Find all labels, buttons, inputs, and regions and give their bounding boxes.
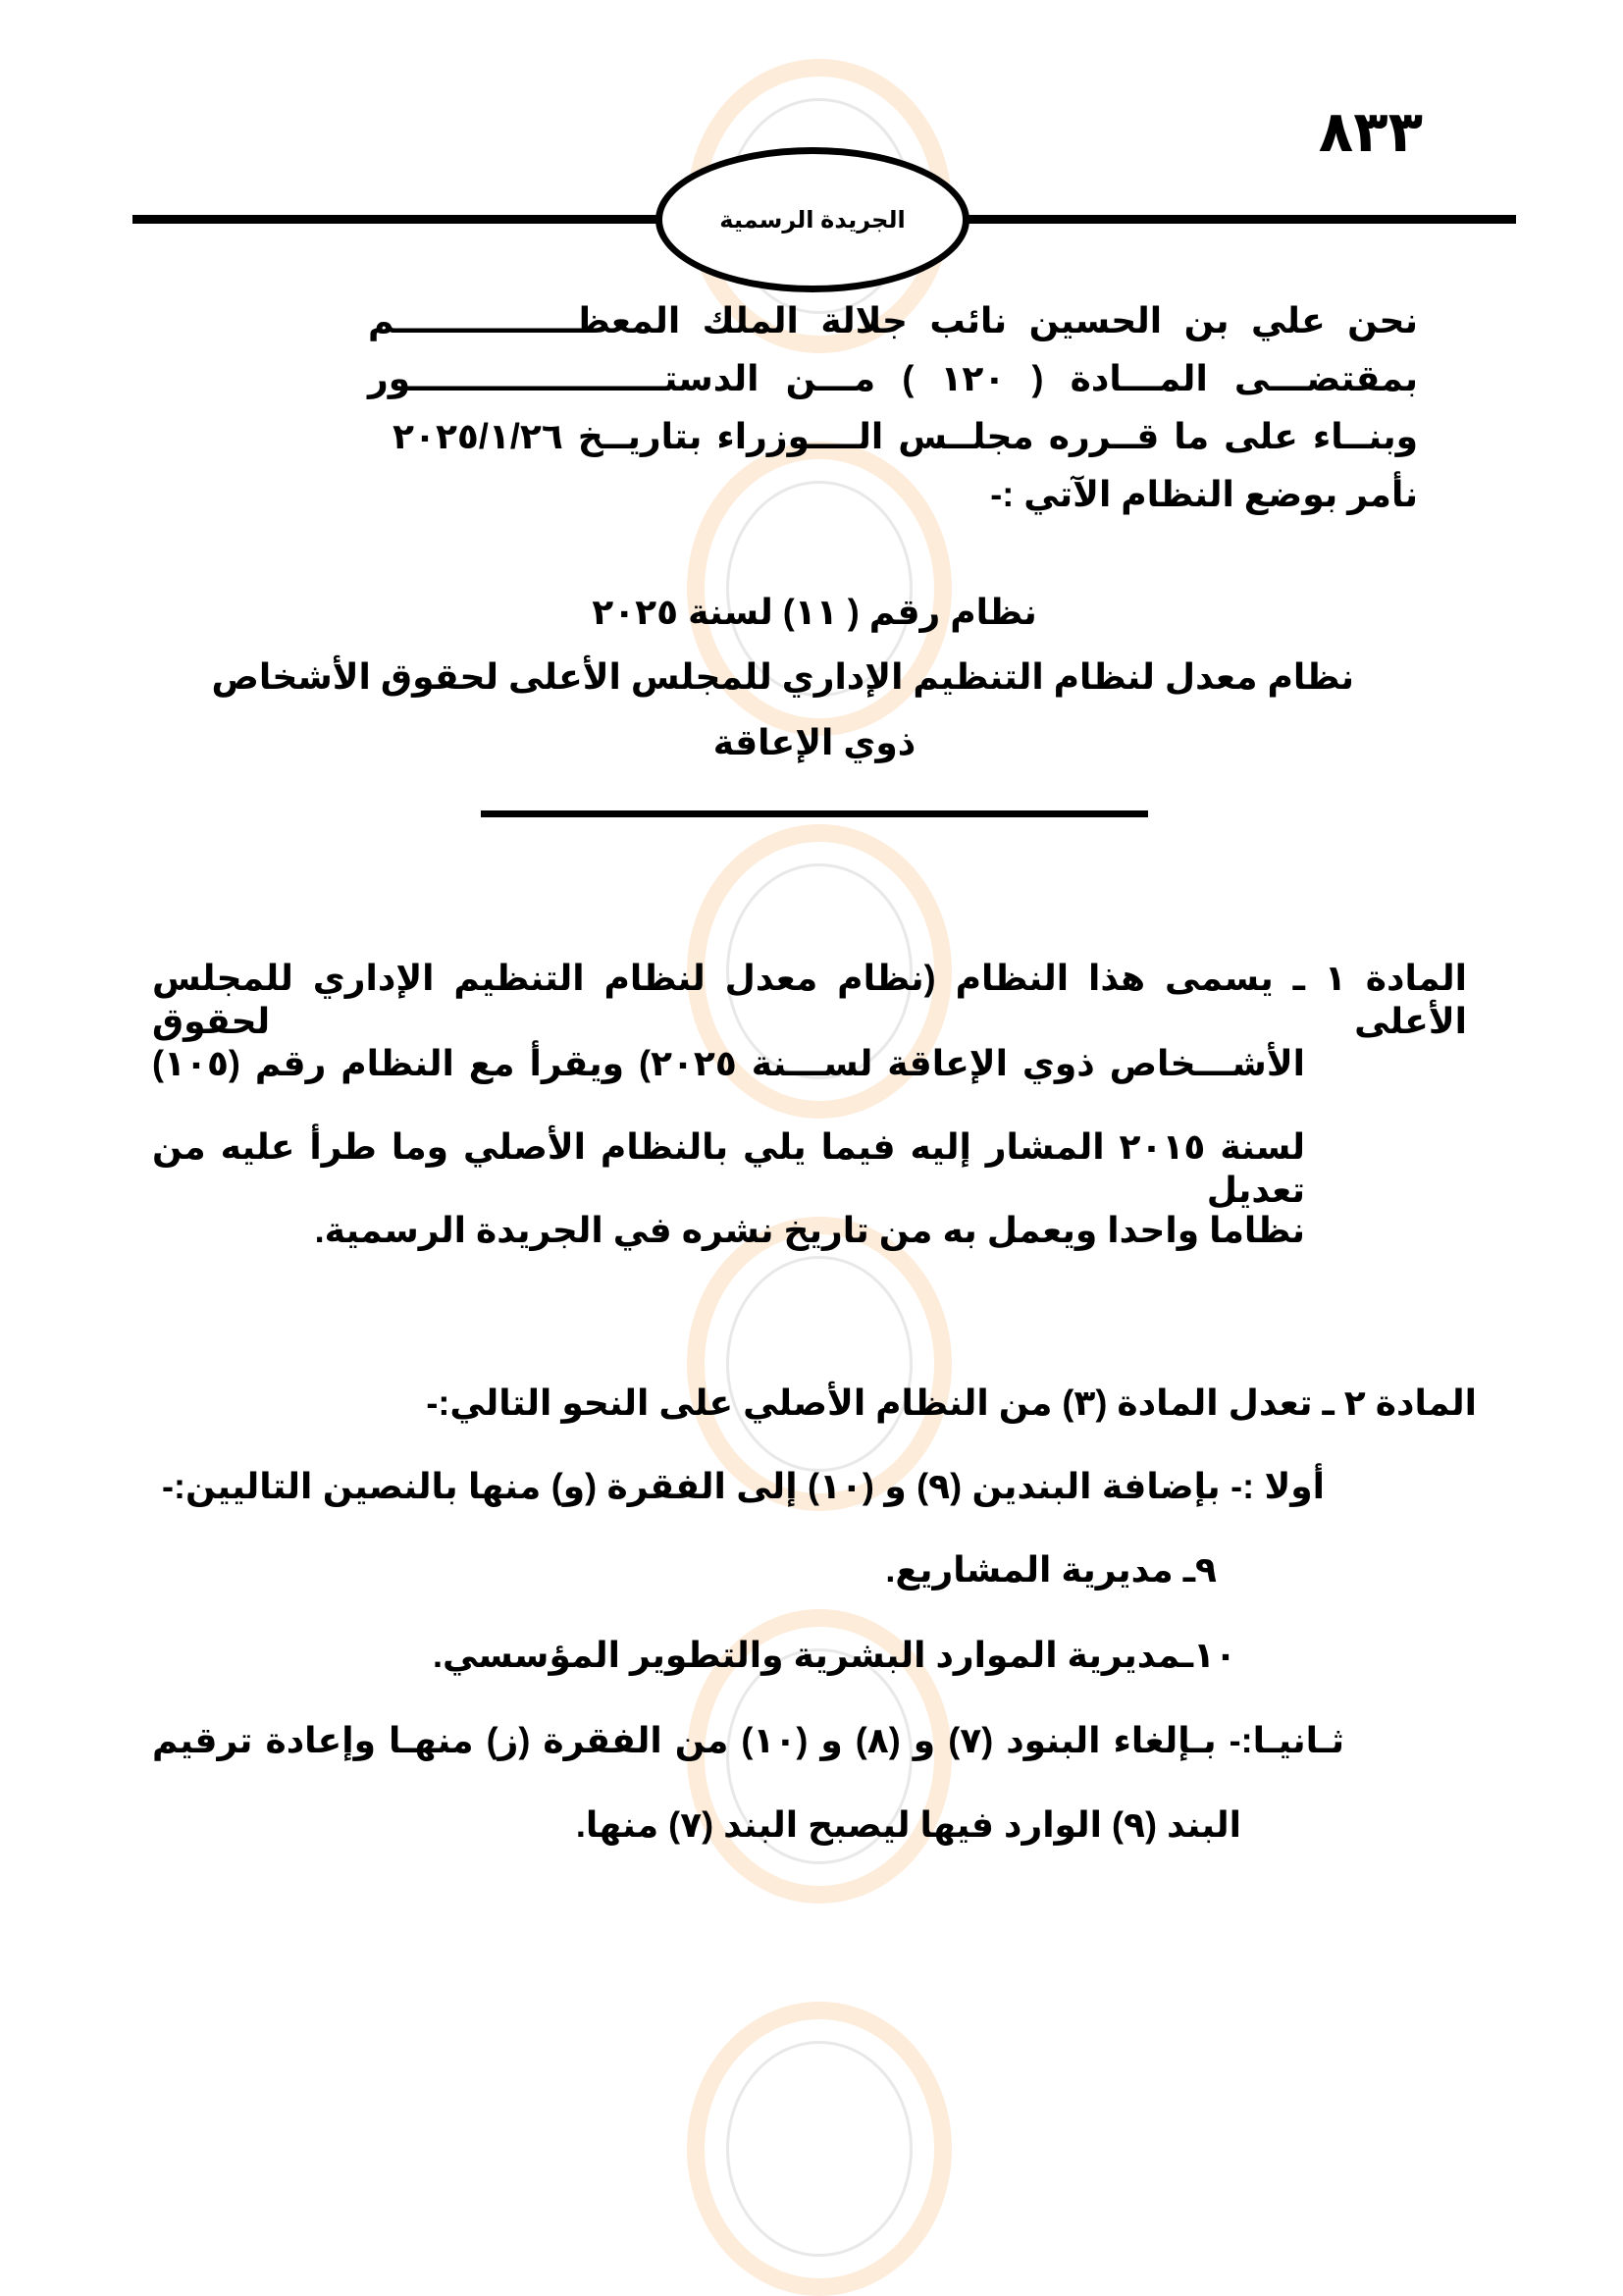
article2-first: أولا :- بإضافة البندين (٩) و (١٠) إلى الفقرة (و) منها بالنصين التاليين:- [162,1466,1326,1506]
page-number: ٨٣٣ [1318,100,1423,164]
article1-line: الأشـــخاص ذوي الإعاقة لســـنة ٢٠٢٥) ويقرأ مع النظام رقم (١٠٥) [152,1043,1305,1083]
regulation-number: نظام رقم ( ١١) لسنة ٢٠٢٥ [592,592,1037,632]
title-divider [481,810,1148,817]
gazette-emblem [655,147,969,292]
article2-second: ثـانيـا:- بـإلغاء البنود (٧) و (٨) و (١٠) من الفقرة (ز) منهـا وإعادة ترقيم [152,1720,1345,1760]
article1-line: لسنة ٢٠١٥ المشار إليه فيما يلي بالنظام الأصلي وما طرأ عليه من تعديل [152,1126,1305,1210]
article1-line: نظاما واحدا ويعمل به من تاريخ نشره في الجريدة الرسمية. [314,1210,1305,1250]
preamble-line: نحن علي بن الحسين نائب جلالة الملك المعظـــــــــــــــم [368,300,1418,340]
gazette-name: الجريدة الرسمية [719,206,906,234]
regulation-title: نظام معدل لنظام التنظيم الإداري للمجلس الأعلى لحقوق الأشخاص [211,656,1354,697]
preamble-line: نأمر بوضع النظام الآتي :- [990,474,1418,514]
article2-second: البند (٩) الوارد فيها ليصبح البند (٧) منها. [575,1804,1241,1845]
article2-item10: ١٠ـمديرية الموارد البشرية والتطوير المؤسسي. [433,1635,1236,1675]
regulation-title: ذوي الإعاقة [712,722,916,762]
article2-item9: ٩ـ مديرية المشاريع. [885,1549,1217,1590]
preamble-line: وبنــاء على ما قــرره مجلــس الــــوزراء بتاريــخ ٢٠٢٥/١/٢٦ [393,416,1418,456]
article2-intro: المادة ٢ ـ تعدل المادة (٣) من النظام الأصلي على النحو التالي:- [426,1383,1477,1423]
preamble-line: بمقتضـــى المـــادة ( ١٢٠ ) مـــن الدستـــــــــــــــــــــور [368,358,1418,398]
article1-line: المادة ١ ـ يسمى هذا النظام (نظام معدل لنظام التنظيم الإداري للمجلس الأعلى لحقوق [152,958,1467,1041]
